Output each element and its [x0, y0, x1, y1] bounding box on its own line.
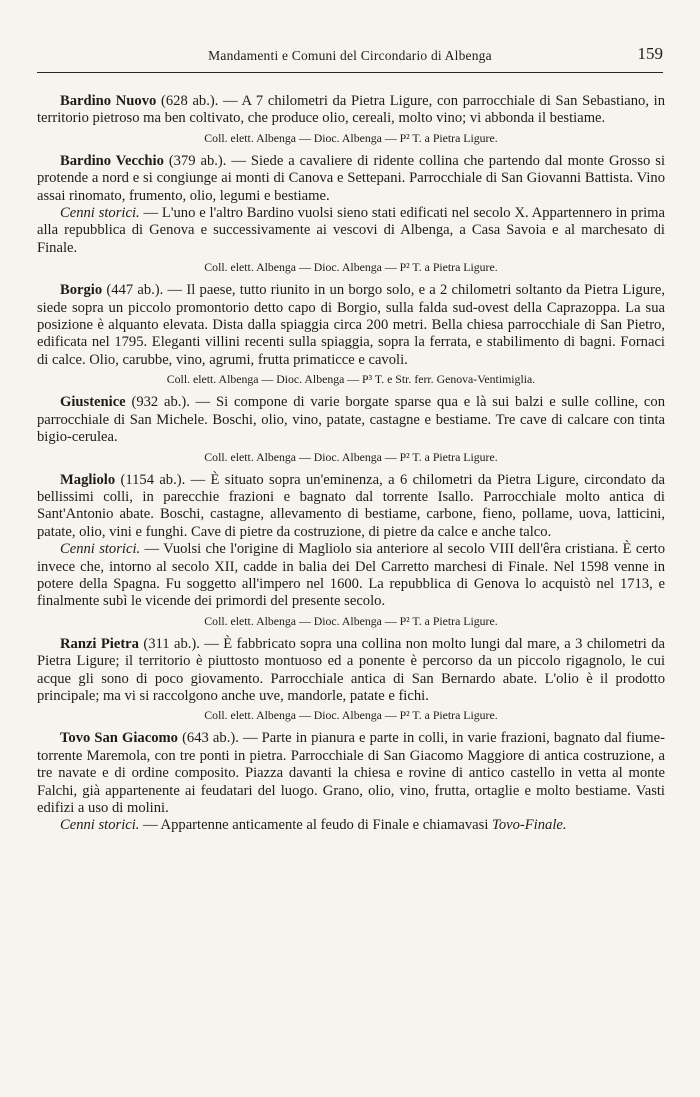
historical-notes	[37, 817, 665, 834]
running-title: Mandamenti e Comuni del Circondario di Albenga	[208, 48, 492, 63]
entry-text	[37, 636, 665, 706]
historical-notes	[37, 541, 665, 611]
entry-text	[37, 93, 665, 128]
entry-tovo-san-giacomo	[37, 730, 665, 834]
page-header	[37, 44, 663, 68]
cenni-storici-label: Cenni storici.	[60, 205, 140, 222]
entry-text	[37, 282, 665, 369]
cenni-storici-text: — Vuolsi che l'origine di Magliolo sia anteriore al secolo VIII dell'êra cristiana. È certo invece che, intorno al secolo XII, cadde in balia dei Del Carretto marchesi di Finale. Nel 1598 venne in potere della Spagna. Fu soggetto all'impero nel 1600. La repubblica di Genova lo acquistò nel 1713, e finalmente subì le vicende dei primordi del presente secolo.	[37, 541, 665, 610]
cenni-storici-text: — L'uno e l'altro Bardino vuolsi sieno stati edificati nel secolo X. Appartennero in prima alla repubblica di Genova e successivamente ai vescovi di Albenga, a Casa Savoia e al marchesato di Finale.	[37, 205, 665, 256]
entry-admin-line: Coll. elett. Albenga — Dioc. Albenga — P² T. a Pietra Ligure.	[204, 613, 498, 628]
entry-description: (447 ab.). — Il paese, tutto riunito in un borgo solo, e a 2 chilometri soltanto da Pietra Ligure, siede sopra un piccolo promontorio detto capo di Borgio, sulla falda sud-ovest della Caprazoppa. La sua posizione è alquanto elevata. Dista dalla spiaggia circa 200 metri. Bella chiesa parrocchiale di San Pietro, edificata nel 1795. Eleganti villini recenti sulla spiaggia, sopra la ferrata, e stabilimento di bagni. Fornaci di calce. Olio, carubbe, vino, agrumi, frutta primaticce e cavoli.	[37, 282, 665, 368]
entry-admin-line: Coll. elett. Albenga — Dioc. Albenga — P² T. a Pietra Ligure.	[204, 130, 498, 145]
entry-name: Borgio	[60, 282, 103, 299]
entry-description: (628 ab.). — A 7 chilometri da Pietra Ligure, con parrocchiale di San Sebastiano, in territorio pietroso ma ben coltivato, che produce olio, cereali, molto vino; vi abbonda il bestiame.	[37, 93, 665, 127]
page-body	[37, 93, 665, 842]
entry-name: Ranzi Pietra	[60, 635, 139, 652]
cenni-storici-label: Cenni storici.	[60, 541, 141, 558]
entry-bardino-nuovo	[37, 93, 665, 146]
entry-text	[37, 472, 665, 542]
entry-giustenice	[37, 394, 665, 464]
entry-name: Bardino Nuovo	[60, 93, 157, 109]
entry-name: Bardino Vecchio	[60, 152, 164, 169]
entry-ranzi-pietra	[37, 636, 665, 724]
entry-admin-line: Coll. elett. Albenga — Dioc. Albenga — P³ T. e Str. ferr. Genova-Ventimiglia.	[166, 372, 536, 387]
cenni-storici-text: — Appartenne anticamente al feudo di Finale e chiamavasi	[143, 817, 489, 834]
entry-borgio	[37, 282, 665, 387]
entry-description: (1154 ab.). — È situato sopra un'eminenza, a 6 chilometri da Pietra Ligure, circondato da bellissimi colli, in parecchie frazioni e bagnato dal torrente Isallo. Parrocchiale molto antica di Sant'Antonio abate. Boschi, castagne, allevamento di bestiame, carbone, fieno, pollame, uova, latticini, patate, olio, vini e funghi. Cave di pietre da costruzione, di pietre da calce e anche talco.	[37, 471, 665, 540]
entry-description: (379 ab.). — Siede a cavaliere di ridente collina che partendo dal monte Grosso si protende a nord e si congiunge ai monti di Canova e Settepani. Parrocchiale di San Giovanni Battista. Vino assai rinomato, frumento, olio, legumi e bestiame.	[37, 152, 665, 204]
entry-text	[37, 153, 665, 205]
entry-bardino-vecchio	[37, 153, 665, 275]
entry-admin-line: Coll. elett. Albenga — Dioc. Albenga — P² T. a Pietra Ligure.	[204, 260, 498, 275]
cenni-storici-label: Cenni storici.	[60, 817, 140, 834]
header-rule	[37, 72, 663, 73]
page-number: 159	[637, 44, 663, 63]
entry-text	[37, 730, 665, 817]
entry-description: (311 ab.). — È fabbricato sopra una collina non molto lungi dal mare, a 3 chilometri da Pietra Ligure; il territorio è piuttosto montuoso ed a ponente è percorso da un piccolo rigagnolo, le cui acque gli sono di poco giovamento. Parrocchiale antica di San Bernardo abate. L'olio è il prodotto principale; ma vi si raccolgono anche uve, mandorle, patate e fichi.	[37, 635, 666, 704]
entry-description: (643 ab.). — Parte in pianura e parte in colli, in varie frazioni, bagnato dal fiume-torrente Maremola, con tre ponti in pietra. Parrocchiale di San Giacomo Maggiore di antica costruzione, a tre navate e di ordine composito. Piazza davanti la chiesa e rovine di antico castello in vetta al monte Falchi, già appartenente ai feudatari del luogo. Grano, olio, vino, frutta, ortaglie e molto bestiame. Vasti edifizi a uso di molini.	[37, 730, 665, 816]
cenni-storici-italic-name: Tovo-Finale.	[492, 817, 567, 834]
historical-notes	[37, 205, 665, 257]
entry-name: Magliolo	[60, 471, 116, 488]
entry-admin-line: Coll. elett. Albenga — Dioc. Albenga — P² T. a Pietra Ligure.	[204, 449, 498, 464]
entry-name: Tovo San Giacomo	[60, 730, 178, 747]
entry-magliolo	[37, 472, 665, 629]
entry-admin-line: Coll. elett. Albenga — Dioc. Albenga — P² T. a Pietra Ligure.	[204, 708, 498, 723]
entry-description: (932 ab.). — Si compone di varie borgate sparse qua e là sui balzi e sulle colline, con parrocchiale di San Michele. Boschi, olio, vino, patate, castagne e bestiame. Tre cave di calcare con tinta bigio-cerulea.	[37, 394, 665, 446]
entry-name: Giustenice	[60, 394, 126, 411]
entry-text	[37, 394, 665, 446]
